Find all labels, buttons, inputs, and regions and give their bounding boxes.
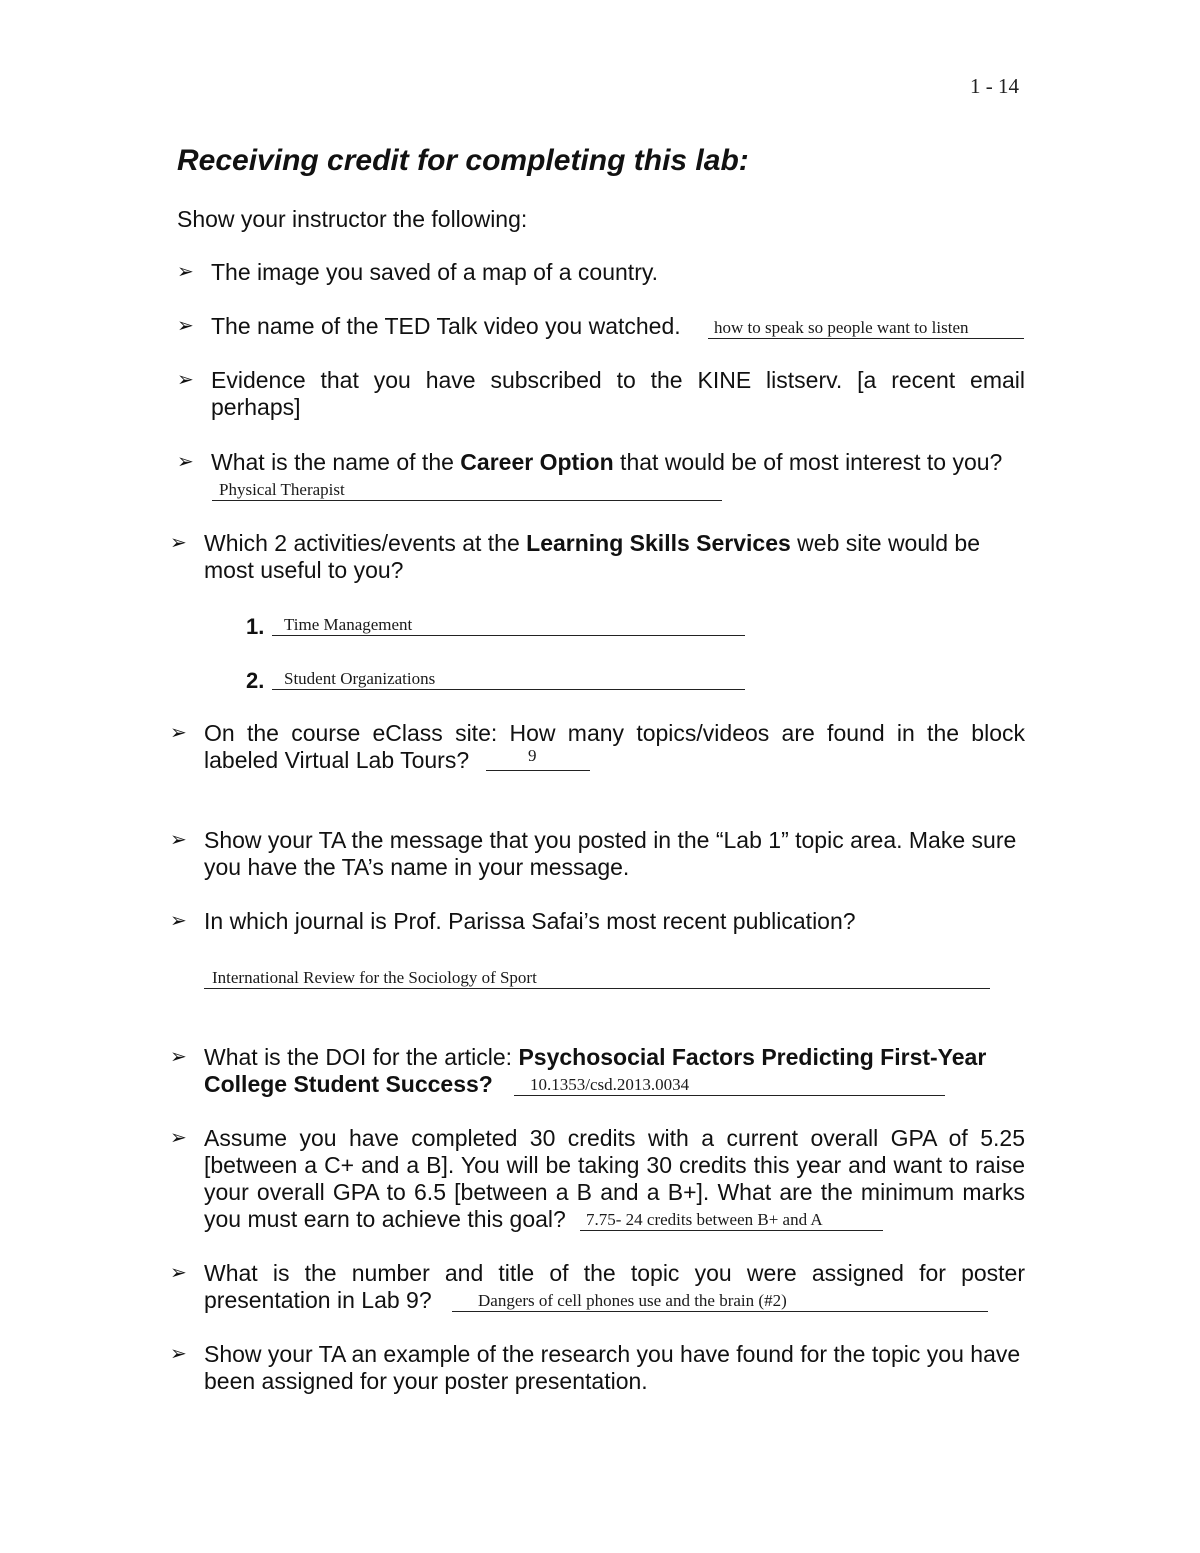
item-text: that would be of most interest to you? [613, 449, 1003, 475]
arrow-bullet-icon: ➢ [177, 369, 194, 391]
journal-answer: International Review for the Sociology of Sport [212, 968, 537, 987]
lss-answer-2: Student Organizations [284, 669, 436, 688]
list-item-map [177, 259, 1025, 286]
gpa-answer-field[interactable] [580, 1208, 883, 1231]
ted-answer: how to speak so people want to listen [714, 318, 969, 337]
doi-answer-field[interactable] [514, 1073, 945, 1096]
arrow-bullet-icon: ➢ [170, 1262, 187, 1284]
item-text: you have the TA’s name in your message. [204, 854, 630, 880]
lss-answer-1-field[interactable] [272, 613, 745, 636]
item-text: presentation in Lab 9? [204, 1287, 432, 1313]
item-text: perhaps] [211, 394, 301, 420]
arrow-bullet-icon: ➢ [170, 532, 187, 554]
item-text: Show your TA the message that you posted in the “Lab 1” topic area. Make sure [204, 827, 1017, 853]
doi-answer: 10.1353/csd.2013.0034 [530, 1075, 690, 1094]
list-item-kine [177, 367, 1025, 421]
arrow-bullet-icon: ➢ [170, 1046, 187, 1068]
item-text: The image you saved of a map of a country. [211, 259, 659, 285]
item-text: What is the name of the [211, 449, 461, 475]
page-title: Receiving credit for completing this lab: [177, 144, 749, 177]
answer-number-1: 1. [246, 614, 265, 639]
list-item-ta-message [170, 827, 1025, 881]
item-text-bold: College Student Success? [204, 1071, 493, 1097]
ted-answer-field[interactable] [708, 316, 1024, 339]
item-text: most useful to you? [204, 557, 404, 583]
item-text: Which 2 activities/events at the [204, 530, 527, 556]
arrow-bullet-icon: ➢ [170, 910, 187, 932]
gpa-answer: 7.75- 24 credits between B+ and A [586, 1210, 823, 1229]
career-answer: Physical Therapist [219, 480, 345, 499]
page-number: 1 - 14 [970, 74, 1019, 98]
arrow-bullet-icon: ➢ [177, 261, 194, 283]
poster-answer-field[interactable] [452, 1289, 988, 1312]
item-text: Evidence that you have subscribed to the KINE listserv. [a recent email [211, 367, 1025, 393]
item-text: Show your TA an example of the research you have found for the topic you have [204, 1341, 1021, 1367]
item-text: In which journal is Prof. Parissa Safai’s most recent publication? [204, 908, 856, 934]
item-text-bold: Career Option [460, 449, 614, 475]
item-text: The name of the TED Talk video you watched. [211, 313, 681, 339]
eclass-answer: 9 [528, 746, 537, 765]
list-item-research [170, 1341, 1025, 1395]
item-text-bold: Psychosocial Factors Predicting First-Year [518, 1044, 987, 1070]
lss-answer-1: Time Management [284, 615, 413, 634]
intro-text: Show your instructor the following: [177, 206, 528, 232]
lss-answer-2-field[interactable] [272, 667, 745, 690]
item-text: web site would be [790, 530, 981, 556]
list-item-journal [170, 908, 1025, 935]
arrow-bullet-icon: ➢ [170, 1127, 187, 1149]
item-text: On the course eClass site: How many topics/videos are found in the block [204, 720, 1025, 746]
arrow-bullet-icon: ➢ [170, 722, 187, 744]
poster-answer: Dangers of cell phones use and the brain (#2) [478, 1291, 787, 1310]
item-text: labeled Virtual Lab Tours? [204, 747, 470, 773]
item-text-bold: Learning Skills Services [526, 530, 791, 556]
item-text: What is the number and title of the topic you were assigned for poster [204, 1260, 1025, 1286]
item-text: [between a C+ and a B]. You will be taking 30 credits this year and want to raise [204, 1152, 1025, 1178]
eclass-answer-field[interactable] [486, 748, 590, 771]
list-item-career [177, 449, 1025, 476]
arrow-bullet-icon: ➢ [170, 1343, 187, 1365]
answer-number-2: 2. [246, 668, 265, 693]
item-text: been assigned for your poster presentation. [204, 1368, 648, 1394]
item-text: What is the DOI for the article: [204, 1044, 519, 1070]
item-text: you must earn to achieve this goal? [204, 1206, 566, 1232]
list-item-lss [170, 530, 1025, 584]
list-item-eclass [170, 720, 1025, 774]
arrow-bullet-icon: ➢ [170, 829, 187, 851]
career-answer-field[interactable] [212, 478, 722, 501]
item-text: Assume you have completed 30 credits with a current overall GPA of 5.25 [204, 1125, 1025, 1151]
journal-answer-field[interactable] [204, 966, 990, 989]
arrow-bullet-icon: ➢ [177, 451, 194, 473]
item-text: your overall GPA to 6.5 [between a B and a B+]. What are the minimum marks [204, 1179, 1025, 1205]
arrow-bullet-icon: ➢ [177, 315, 194, 337]
